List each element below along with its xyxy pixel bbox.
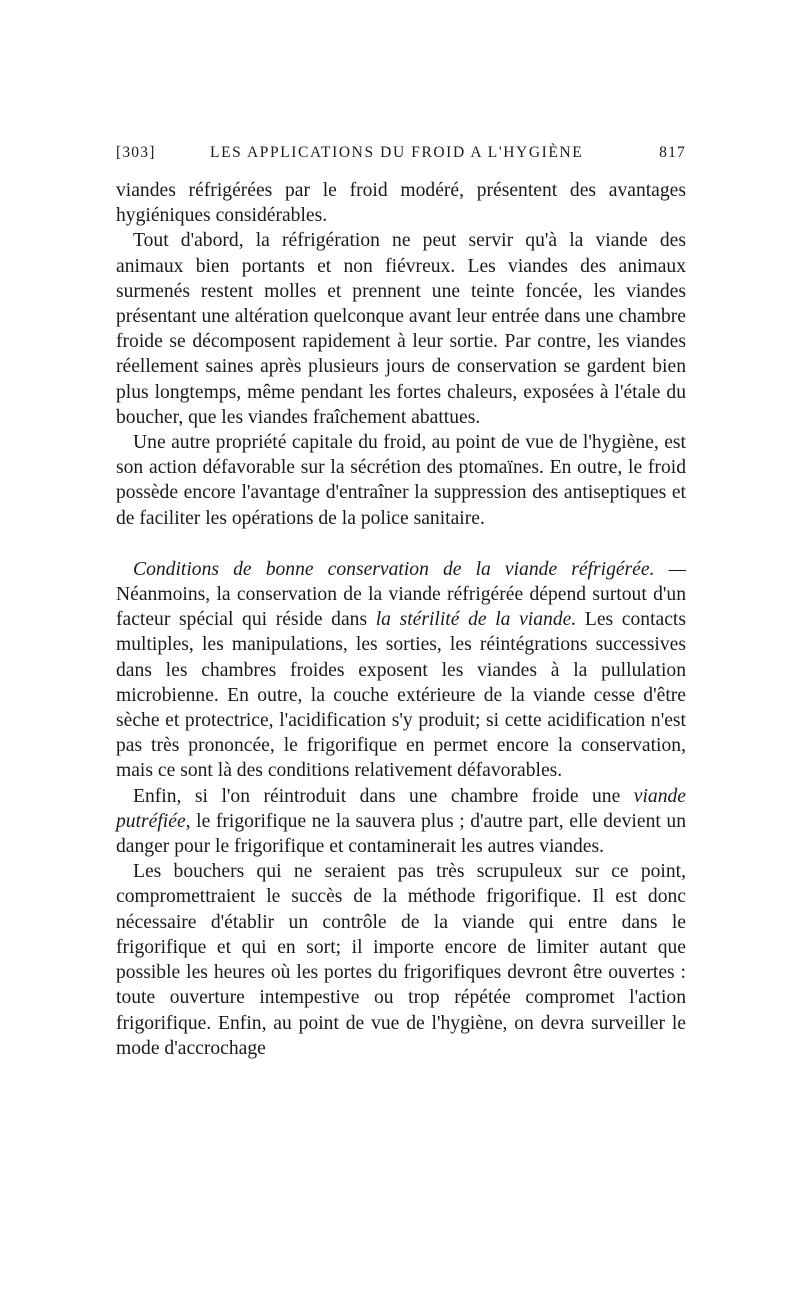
paragraph-continuation: viandes réfrigérées par le froid modéré, présentent des avantages hygiéniques considérables. bbox=[116, 180, 686, 227]
paragraph-conditions bbox=[116, 557, 686, 784]
paragraph-butchers: Les bouchers qui ne seraient pas très scrupuleux sur ce point, compromettraient le succès de la méthode frigorifique. Il est donc nécessaire d'établir un contrôle de la viande qui entre dans le frigorifique et qui en sort; il importe encore de limiter autant que possible les heures où les portes du frigorifiques devront être ouvertes : toute ouverture intempestive ou trop répétée compromet l'action frigorifique. Enfin, au point de vue de l'hygiène, on devra surveiller le mode d'accrochage bbox=[116, 861, 686, 1059]
paragraph-ptomaines: Une autre propriété capitale du froid, au point de vue de l'hygiène, est son action défavorable sur la sécrétion des ptomaïnes. En outre, le froid possède encore l'avantage d'entraîner la suppression des antiseptiques et de faciliter les opérations de la police sanitaire. bbox=[116, 432, 686, 529]
emphasis-putrefied: viande putréfiée, bbox=[116, 785, 686, 832]
paragraph-conditions-text-b: Les contacts multiples, les manipulations, les sorties, les réintégrations successives dans les chambres froides exposent les viandes à la pullulation microbienne. En outre, la couche extérieure de la viande cesse d'être sèche et protectrice, l'acidification s'y produit; si cette acidification n'est pas très prononcée, le frigorifique en permet encore la conservation, mais ce sont là des conditions relativement défavorables. bbox=[116, 609, 686, 782]
page-number: 817 bbox=[659, 144, 686, 161]
emphasis-sterility: la stérilité de la viande. bbox=[375, 609, 577, 631]
paragraph-putrefied-meat bbox=[116, 784, 686, 860]
paragraph-putrefied-text-b: le frigorifique ne la sauvera plus ; d'autre part, elle devient un danger pour le frigorifique et contaminerait les autres viandes. bbox=[116, 810, 686, 858]
paragraph-putrefied-text-a: Enfin, si l'on réintroduit dans une chambre froide une bbox=[133, 785, 634, 807]
paragraph-refrigeration-limits: Tout d'abord, la réfrigération ne peut servir qu'à la viande des animaux bien portants et non fiévreux. Les viandes des animaux surmenés restent molles et prennent une teinte foncée, les viandes présentant une altération quelconque avant leur entrée dans une chambre froide se décomposent rapidement à leur sortie. Par contre, les viandes réellement saines après plusieurs jours de conservation se gardent bien plus longtemps, même pendant les fortes chaleurs, exposées à l'étale du boucher, que les viandes fraîchement abattues. bbox=[116, 230, 686, 428]
page-body bbox=[116, 178, 686, 1061]
paragraph-conditions-text-a: Néanmoins, la conservation de la viande réfrigérée dépend surtout d'un facteur spécial qui réside dans bbox=[116, 584, 686, 631]
page-reference: [303] bbox=[116, 144, 156, 161]
section-heading: Conditions de bonne conservation de la viande réfrigérée. — bbox=[133, 558, 686, 580]
running-title: LES APPLICATIONS DU FROID A L'HYGIÈNE bbox=[210, 144, 584, 161]
running-header bbox=[116, 144, 686, 168]
